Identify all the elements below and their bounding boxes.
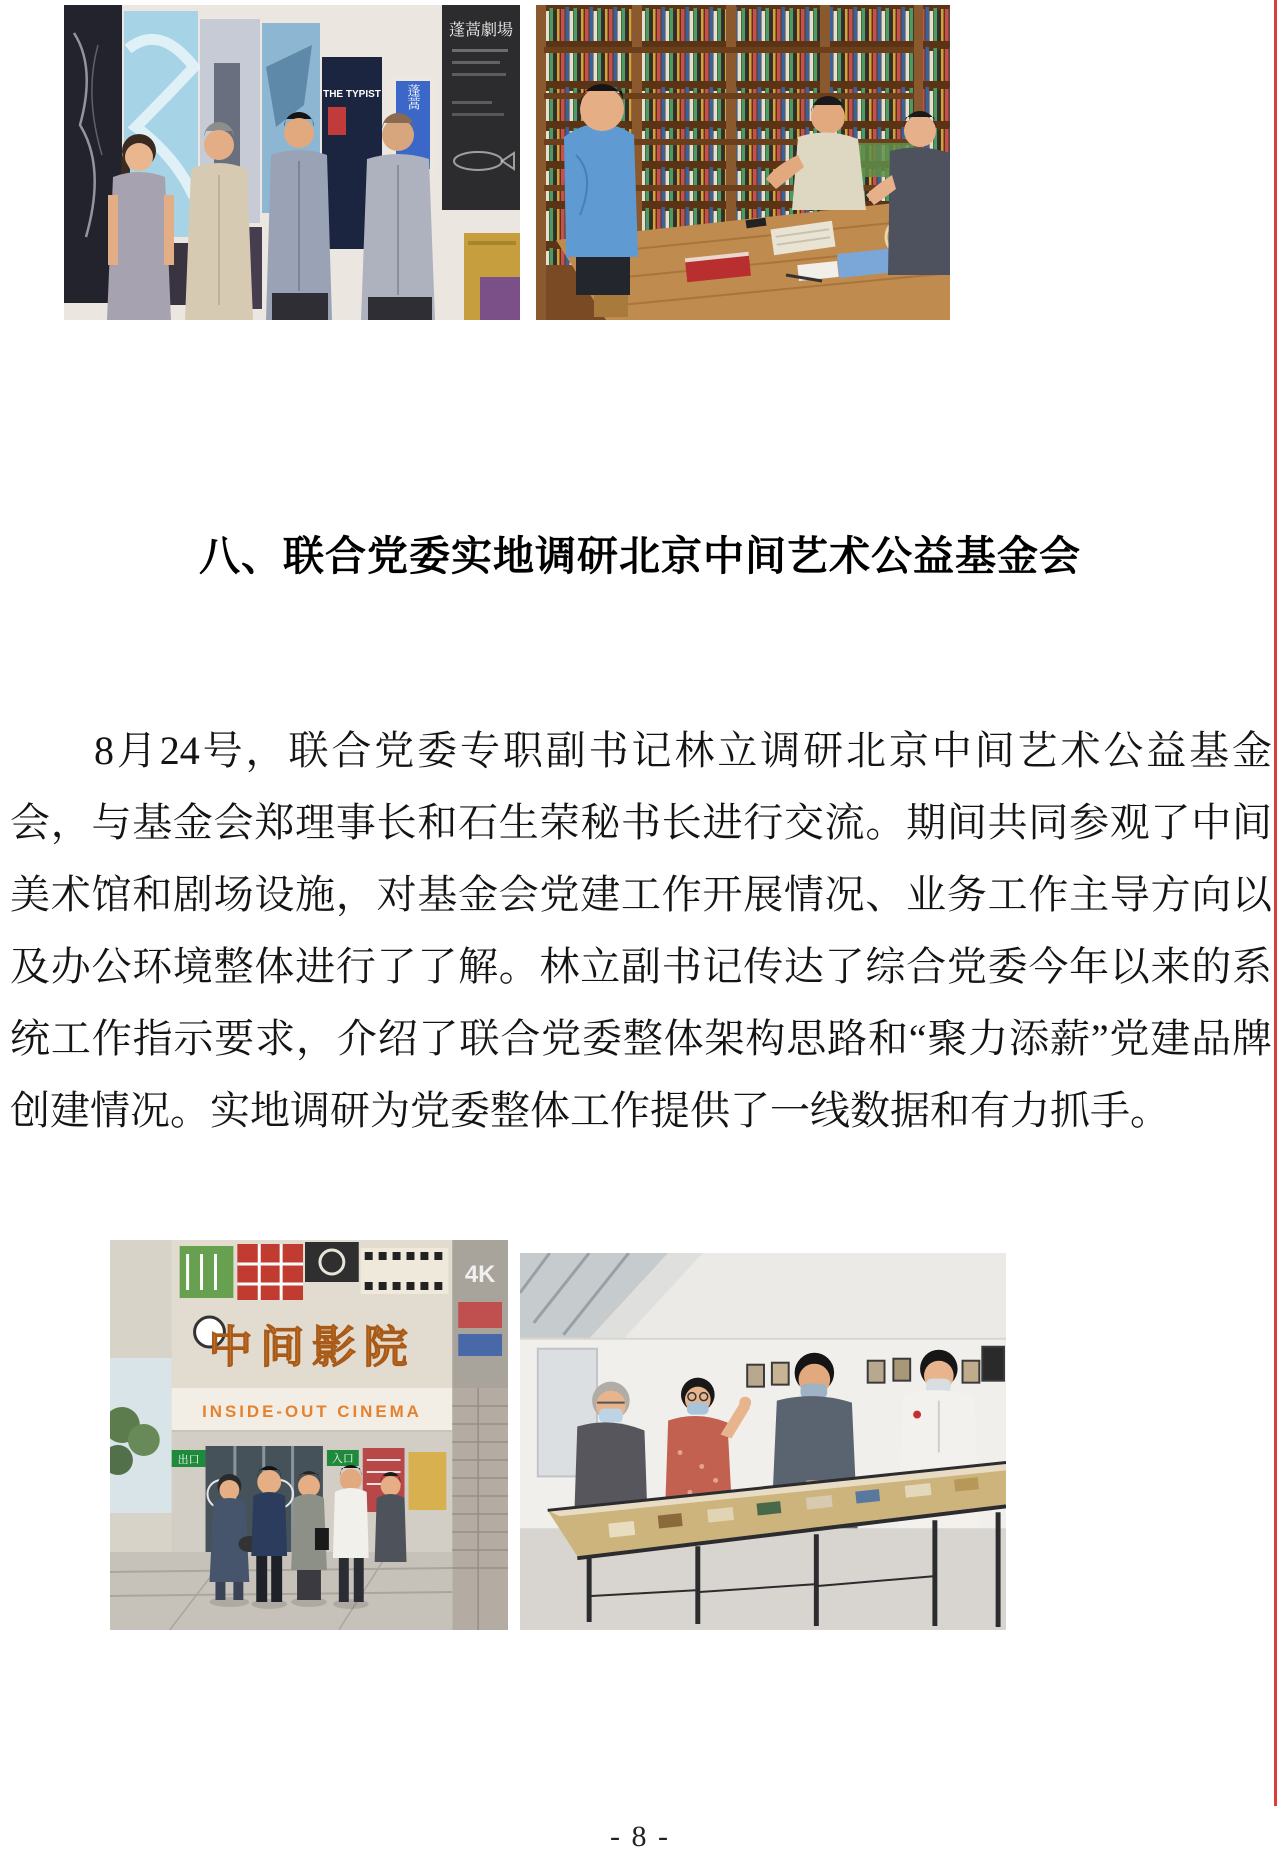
svg-text:入口: 入口	[331, 1452, 354, 1466]
cinema-mural	[172, 1240, 453, 1388]
poster-title-text: THE TYPIST	[323, 89, 381, 100]
photo-gallery-visit	[520, 1253, 1006, 1630]
cinema-sign-cn-text: 中间影院	[208, 1322, 416, 1373]
red-margin-line	[1274, 0, 1277, 1806]
bookstore-meeting-illustration	[536, 5, 950, 320]
chalkboard-sign	[442, 5, 520, 210]
photo-cinema-entrance	[110, 1240, 508, 1630]
photo-bookstore-meeting	[536, 5, 950, 320]
entrance-sign	[327, 1450, 359, 1466]
section-heading: 八、联合党委实地调研北京中间艺术公益基金会	[199, 533, 1081, 579]
framed-poster-text: 蓬蒿	[405, 84, 421, 110]
cinema-entrance-illustration	[110, 1240, 508, 1630]
exit-sign	[172, 1450, 206, 1467]
body-paragraph: 8月24号，联合党委专职副书记林立调研北京中间艺术公益基金会，与基金会郑理事长和石生荣秘书长进行交流。期间共同参观了中间美术馆和剧场设施，对基金会党建工作开展情况、业务工作主导方向以及办公环境整体进行了了解。林立副书记传达了综合党委今年以来的系统工作指示要求，介绍了联合党委整体架构思路和“聚力添薪”党建品牌创建情况。实地调研为党委整体工作提供了一线数据和有力抓手。	[10, 728, 1272, 1133]
cinema-sign-en-text: INSIDE-OUT CINEMA	[202, 1401, 422, 1422]
photo-theatre-group	[64, 5, 520, 320]
page-number: - 8 -	[610, 1820, 670, 1853]
theatre-group-illustration	[64, 5, 520, 320]
screen-4k-sign: 4K	[464, 1260, 496, 1289]
svg-text:出口: 出口	[177, 1453, 200, 1467]
gallery-visit-illustration	[520, 1253, 1006, 1630]
chalkboard-sign-text: 蓬蒿劇場	[448, 22, 514, 39]
